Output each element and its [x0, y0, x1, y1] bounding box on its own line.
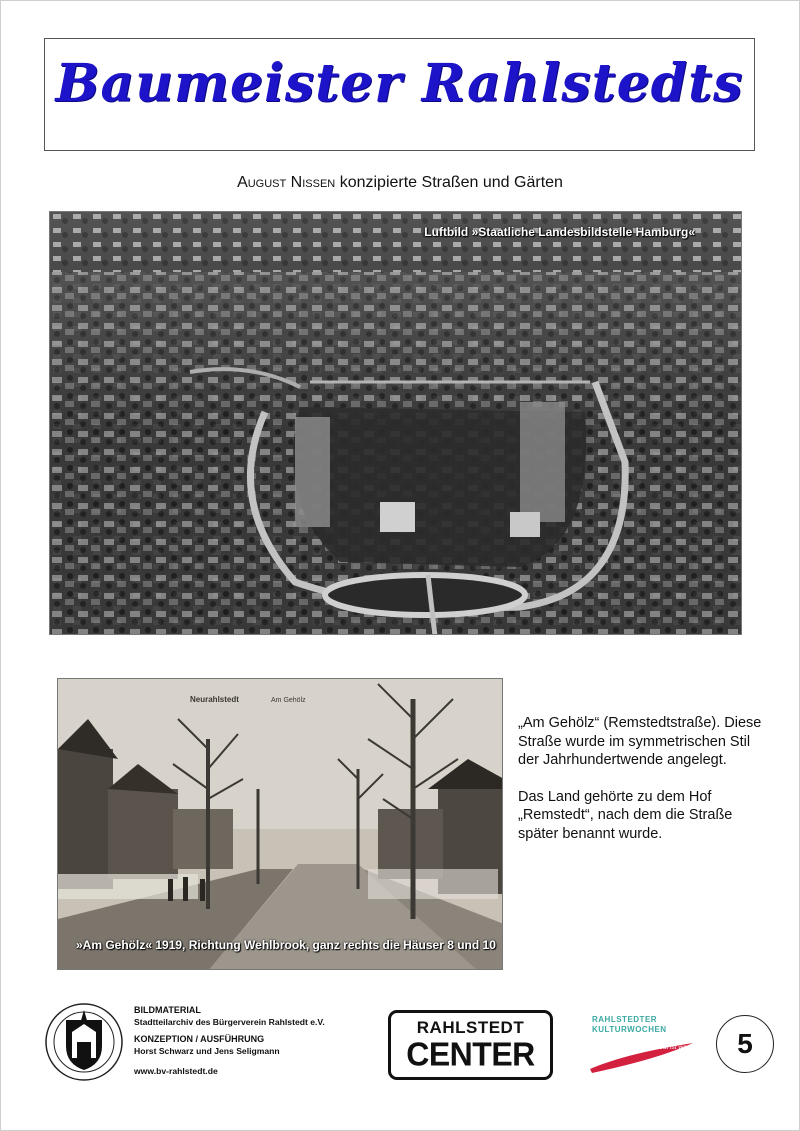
aerial-photo-illustration [50, 212, 742, 635]
page-title: Baumeister Rahlstedts [55, 53, 744, 114]
postcard-illustration [58, 679, 503, 970]
rahlstedt-center-logo [388, 1010, 553, 1080]
title-box [44, 38, 755, 151]
kultur-slogan: in Rahlstedt ist was los! [634, 1044, 702, 1051]
buergerverein-seal-logo [44, 1002, 124, 1082]
center-logo-line-2: CENTER [406, 1035, 535, 1073]
website-link[interactable]: www.bv-rahlstedt.de [134, 1066, 218, 1076]
postcard-street: Am Gehölz [271, 697, 306, 704]
postcard-title: Neurahlstedt [190, 695, 239, 704]
credits-label-1: BILDMATERIAL [134, 1005, 201, 1015]
aerial-photo [49, 211, 742, 635]
aerial-photo-caption: Luftbild »Staatliche Landesbildstelle Hamburg« [424, 225, 695, 239]
subtitle-name: August Nissen [237, 174, 336, 191]
side-text-paragraph-1: „Am Gehölz“ (Remstedtstraße). Diese Straße wurde im symmetrischen Stil der Jahrhundertwende angelegt. [518, 715, 762, 768]
subtitle-rest: konzipierte Straßen und Gärten [335, 174, 563, 191]
credits-label-2: KONZEPTION / AUSFÜHRUNG [134, 1034, 265, 1044]
center-logo-line-1: RAHLSTEDT [416, 1018, 525, 1037]
side-text-paragraph-2: Das Land gehörte zu dem Hof „Remstedt“, nach dem die Straße später benannt wurde. [518, 788, 733, 842]
side-text [518, 714, 768, 861]
seal-icon [44, 1002, 124, 1082]
credits-value-2: Horst Schwarz und Jens Seligmann [134, 1045, 280, 1056]
kultur-logo-line-2: KULTURWOCHEN [592, 1025, 667, 1034]
credits [134, 1005, 325, 1078]
postcard-caption: »Am Gehölz« 1919, Richtung Wehlbrook, ganz rechts die Häuser 8 und 10 [76, 938, 496, 952]
credits-value-1: Stadtteilarchiv des Bürgerverein Rahlstedt e.V. [134, 1016, 325, 1027]
subtitle [0, 174, 800, 192]
postcard-photo [57, 678, 503, 970]
kultur-logo-line-1: RAHLSTEDTER [592, 1015, 658, 1024]
page-number: 5 [716, 1015, 774, 1073]
kulturwochen-logo [588, 1015, 700, 1075]
